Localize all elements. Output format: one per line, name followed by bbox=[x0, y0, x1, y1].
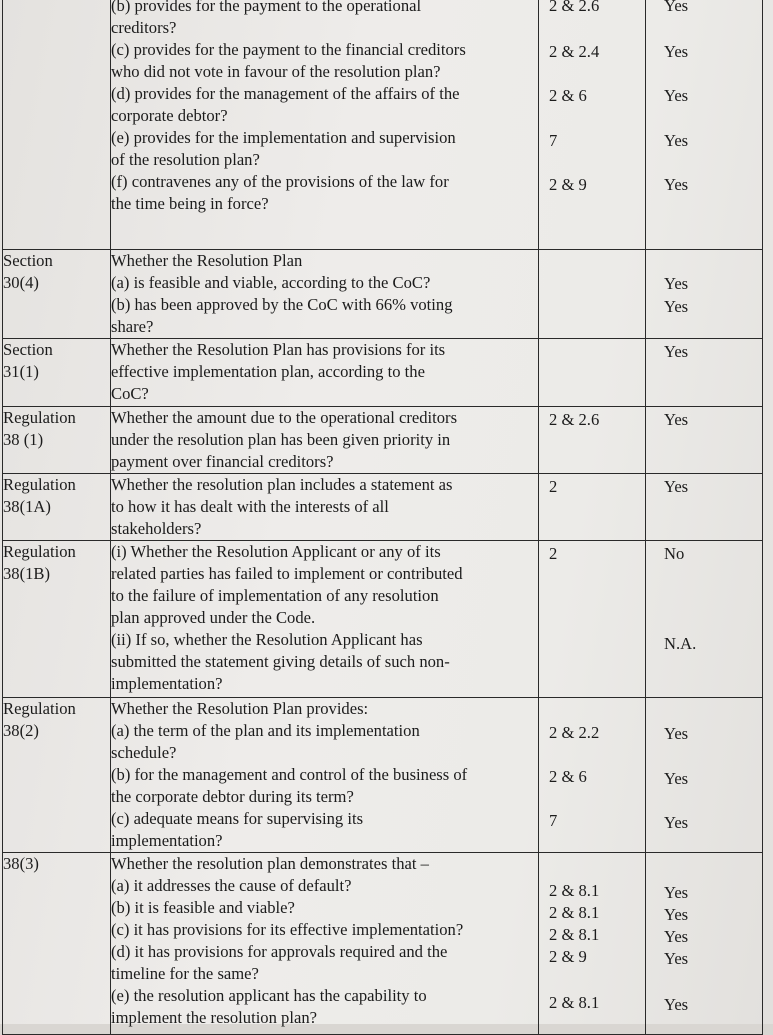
compliance-table bbox=[2, 0, 763, 1035]
reference-cell: 2 bbox=[539, 541, 646, 698]
reference-cell: 2 & 2.6 bbox=[539, 407, 646, 474]
compliance-cell: No N.A. bbox=[646, 541, 763, 698]
compliance-cell: Yes bbox=[646, 407, 763, 474]
compliance-cell: Yes Yes Yes Yes Yes bbox=[646, 0, 763, 250]
section-cell: Section 31(1) bbox=[3, 339, 111, 407]
reference-cell bbox=[539, 339, 646, 407]
compliance-cell: Yes Yes Yes bbox=[646, 698, 763, 853]
compliance-cell: Yes bbox=[646, 339, 763, 407]
compliance-cell: Yes Yes Yes Yes Yes bbox=[646, 853, 763, 1035]
description-cell: Whether the resolution plan demonstrates that – (a) it addresses the cause of default? (b) it is feasible and viable? (c) it has provisions for its effective implementation? (d) it has provisions for approvals required and the timeline for the same? (e) the resolution applicant has the capability to implement the resolution plan? bbox=[111, 853, 539, 1035]
section-cell: Section 30(4) bbox=[3, 250, 111, 339]
section-cell: Regulation 38(1B) bbox=[3, 541, 111, 698]
description-cell: Whether the resolution plan includes a statement as to how it has dealt with the interests of all stakeholders? bbox=[111, 474, 539, 541]
section-cell bbox=[3, 0, 111, 250]
table-row bbox=[3, 250, 763, 339]
table-row bbox=[3, 853, 763, 1035]
table-row bbox=[3, 474, 763, 541]
description-cell: (b) provides for the payment to the operational creditors? (c) provides for the payment to the financial creditors who did not vote in favour of the resolution plan? (d) provides for the management of the affairs of the corporate debtor? (e) provides for the implementation and supervision of the resolution plan? (f) contravenes any of the provisions of the law for the time being in force? bbox=[111, 0, 539, 250]
description-cell: Whether the Resolution Plan (a) is feasible and viable, according to the CoC? (b) has been approved by the CoC with 66% voting share? bbox=[111, 250, 539, 339]
section-cell: Regulation 38 (1) bbox=[3, 407, 111, 474]
table-row bbox=[3, 339, 763, 407]
compliance-cell: Yes Yes bbox=[646, 250, 763, 339]
table-row bbox=[3, 0, 763, 250]
reference-cell: 2 & 2.6 2 & 2.4 2 & 6 7 2 & 9 bbox=[539, 0, 646, 250]
table-row bbox=[3, 407, 763, 474]
reference-cell: 2 & 2.2 2 & 6 7 bbox=[539, 698, 646, 853]
description-cell: Whether the Resolution Plan provides: (a) the term of the plan and its implementation schedule? (b) for the management and control of the business of the corporate debtor during its term? (c) adequate means for supervising its implementation? bbox=[111, 698, 539, 853]
section-cell: Regulation 38(2) bbox=[3, 698, 111, 853]
description-cell: Whether the Resolution Plan has provisions for its effective implementation plan, according to the CoC? bbox=[111, 339, 539, 407]
description-cell: Whether the amount due to the operational creditors under the resolution plan has been given priority in payment over financial creditors? bbox=[111, 407, 539, 474]
reference-cell bbox=[539, 250, 646, 339]
description-cell: (i) Whether the Resolution Applicant or any of its related parties has failed to implement or contributed to the failure of implementation of any resolution plan approved under the Code. (ii) If so, whether the Resolution Applicant has submitted the statement giving details of such non- implementation? bbox=[111, 541, 539, 698]
reference-cell: 2 & 8.1 2 & 8.1 2 & 8.1 2 & 9 2 & 8.1 bbox=[539, 853, 646, 1035]
reference-cell: 2 bbox=[539, 474, 646, 541]
table-row bbox=[3, 541, 763, 698]
compliance-cell: Yes bbox=[646, 474, 763, 541]
table-row bbox=[3, 698, 763, 853]
section-cell: 38(3) bbox=[3, 853, 111, 1035]
section-cell: Regulation 38(1A) bbox=[3, 474, 111, 541]
